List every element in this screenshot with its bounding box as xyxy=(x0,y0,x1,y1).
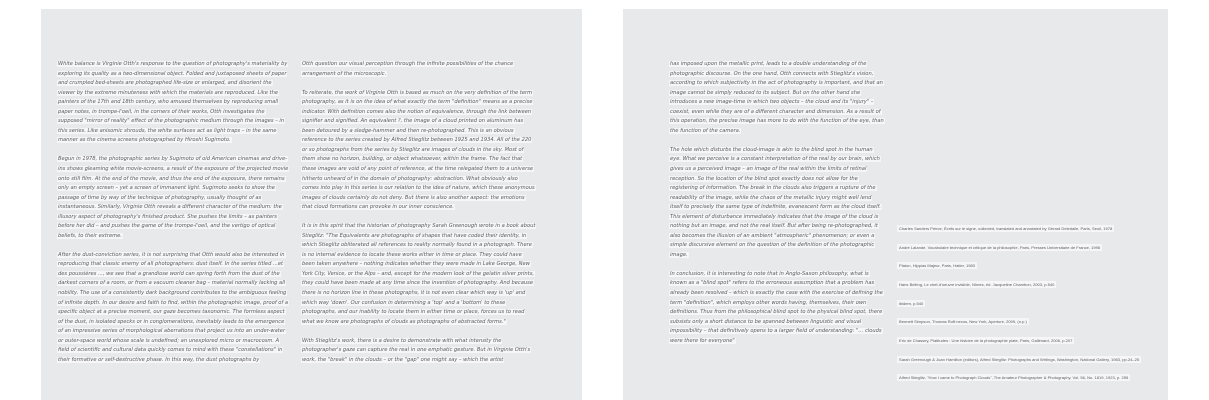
paragraph: Begun in 1978, the photographic series by Sugimoto of old American cinemas and drive-ins shows gleaming white movie-screens, a result of the exposure of the projected movie onto still film. At the end of the movie, and thus the end of the exposure, there remains only an empty screen – yet a screen of immanent light. Sugimoto seeks to show the passage of time by way of the technique of photography, usually thought of as instantaneous. Similarly, Virginie Otth reveals a different character of the medium: the illusory aspect of photography's finished product. She pushes the limits – as painters before her did – and pushes the game of the trompe-l'oeil, and the vertigo of optical beliefs, to their extreme. xyxy=(58,156,289,239)
footnote: Eric de Chassey, Platitudes : Une histoire de la photographie plate, Paris, Gallimard, 2006, p.207 xyxy=(899,337,1073,343)
text-column-3 xyxy=(669,60,885,356)
text-column-1 xyxy=(57,60,289,375)
footnote: André Lalande, Vocabulaire technique et critique de la philosophie, Paris, Presses Universitaire de France, 1996 xyxy=(899,244,1101,250)
footnote: Alfred Stieglitz, "How I came to Photograph Clouds", The Amateur Photographer & Photography, Vol. 56, No. 1819, 1923, p. 255 xyxy=(899,375,1129,381)
text-column-2 xyxy=(301,60,536,375)
paragraph: Otth question our visual perception through the infinite possibilities of the chance arrangement of the microscopic. xyxy=(302,61,514,77)
paragraph: has imposed upon the metallic print, leads to a double understanding of the photographic discourse. On the one hand, Otth connects with Stieglitz's vision, according to which subjectivity in the act of photography is important, and that an image cannot be simply reduced to its subject. But on the other hand she introduces a new image-time in which two objects – the cloud and its "injury" – coexist, even while they are of a different character and dimension. As a result of this operation, the precise image has more to do with the function of the eye, than the function of the camera. xyxy=(670,61,884,134)
footnote: Bennett Simpson, Thomas Ruff.nexus, New York, Aperture, 2009, (n.p.) xyxy=(899,319,1027,325)
paragraph: After the dust-conviction series, it is not surprising that Otth would also be interested in reproducing that classic enemy of all photographers: dust itself. In the series titled ...et des poussières ..., we see that a grandiose world can spring forth from the dust of the darkest corners of a room, or from a vacuum cleaner bag – material normally lacking all nobility. The use of a consistently dark background contributes to the ambiguous feeling of infinite depth. In our desire and faith to find, within the photographic image, proof of a specific object at a precise moment, our gaze becomes taxonomic. The formless aspect of the dust, in isolated specks or in conglomerations, inevitably leads to the emergence of an impressive series of morphological aberrations that project us into an under-water or outer-space world whose scale is undefined; an unexplored micro or macrocosm. A field of scientific and cultural data quickly comes to mind with these "constellations" in their formative or self-destructive phase. In this way, the dust photographs by xyxy=(58,251,289,363)
footnotes xyxy=(897,219,1165,387)
paragraph: It is in this spirit that the historian of photography Sarah Greenough wrote in a book about Stieglitz: "The Equivalents are photographs of shapes that have coded their identity, in which Stieglitz obliterated all references to reality normally found in a photograph. There is no internal evidence to locate these works either in time or place. They could have been taken anywhere – nothing indicates whether they were made in Lake George, New York City, Venice, or the Alps – and, except for the modern look of the gelatin silver prints, they could have been made at any time since the invention of photography. And because there is no horizon line in these photographs, it is not even clear which way is 'up' and which way 'down'. Our confusion in determining a 'top' and a 'bottom' to these photographs, and our inability to locate them in either time or place, forces us to read what we know are photographs of clouds as photographs of abstracted forms." xyxy=(302,223,536,325)
footnote: Charles Sanders Peirce, Écrits sur le signe, collected, translated and annotated by Gérard Deledalle, Paris, Seuil, 1978 xyxy=(899,225,1113,231)
paragraph: With Stieglitz's work, there is a desire to demonstrate with what intensity the photographer's gaze can capture the real in one emphatic gesture. But in Virginie Otth's work, the "break" in the clouds – or the "gap" one might say – which the artist xyxy=(302,337,531,363)
footnote: Sarah Greenough & Juan Hamilton (editors), Alfred Stieglitz: Photographs and Writings, Washington, National Gallery, 1983, pp.24–25 xyxy=(899,356,1140,362)
left-page xyxy=(41,9,582,400)
right-page xyxy=(623,9,1168,400)
paragraph: The hole which disturbs the cloud-image is akin to the blind spot in the human eye. What we perceive is a constant interpretation of the real by our brain, which gives us a perceived image – an image of the real within the limits of retinal reception. So the location of the blind spot exactly does not allow for the registering of information. The break in the clouds also triggers a rupture of the readability of the image, while the chaos of the metallic injury might well lend itself to precisely the same type of indefinite, evanescent form as the cloud itself. This element of disturbance immediately indicates that the image of the cloud is nothing but an image, and not the real itself. But after being re-photographed, it also becomes the illusion of an ambient "atmospheric" phenomenon; or even a simple discursive element on the question of the definition of the photographic image. xyxy=(670,146,881,258)
paragraph: White balance is Virginie Otth's response to the question of photography's materiality by exploring its quality as a two-dimensional object. Folded and juxtaposed sheets of paper and crumpled bed-sheets are photographed life-size or enlarged, and disorient the viewer by the extreme minuteness with which the materials are reproduced. Like the painters of the 17th and 18th century, who amused themselves by reproducing small paper notes, in trompe-l'oeil, in the corners of their works, Otth investigates the supposed "mirror of reality" effect of the photographic medium through the images – in this series. Like anisomic shrouds, the white surfaces act as light traps – in the same manner as the cinema screens photographed by Hiroshi Sugimoto. xyxy=(58,61,288,144)
footnote: Platon, Hippias Majeur, Paris, Hatier, 1983 xyxy=(899,263,976,269)
paragraph: In conclusion, it is interesting to note that in Anglo-Saxon philosophy, what is known as a "blind spot" refers to the erroneous assumption that a problem has already been resolved – which is exactly the case with the exercise of defining the term "definition", which employs other words having, themselves, their own definitions. Thus from the philosophical blind spot to the physical blind spot, there subsists only a short distance to be spanned between linguistic and visual impossibility – that definitively opens to a larger field of understanding: "... clouds were there for everyone" xyxy=(670,270,883,344)
paragraph: To reiterate, the work of Virginie Otth is based as much on the very definition of the term photography, as it is on the idea of what exactly the term "definition" means as a precise indicator. With definition comes also the notion of equivalence, through the link between signifier and signified. An equivalent ?, the image of a cloud printed on aluminum has been detoured by a sledge-hammer and then re-photographed. This is an obvious reference to the series created by Alfred Stieglitz between 1925 and 1934. All of the 220 or so photographs from the series by Stieglitz are images of clouds in the sky. Most of them show no horizon, building, or object whatsoever, within the frame. The fact that these images are void of any point of reference, at the time relegated them to a universe hitherto unheard of in the domain of photography: abstraction. What obviously also comes into play in this series is our relation to the idea of nature, which these anonymous images of clouds certainly do not deny. But there is also another aspect: the emotions that cloud formations can provoke in our inner conscience. xyxy=(302,89,535,211)
footnote: Hans Belting, Le chef-d'oeuvre invisible, Nîmes, éd. Jacqueline Chambon, 2003, p.540 xyxy=(899,281,1055,287)
footnote: ibidem, p.540 xyxy=(899,300,924,306)
